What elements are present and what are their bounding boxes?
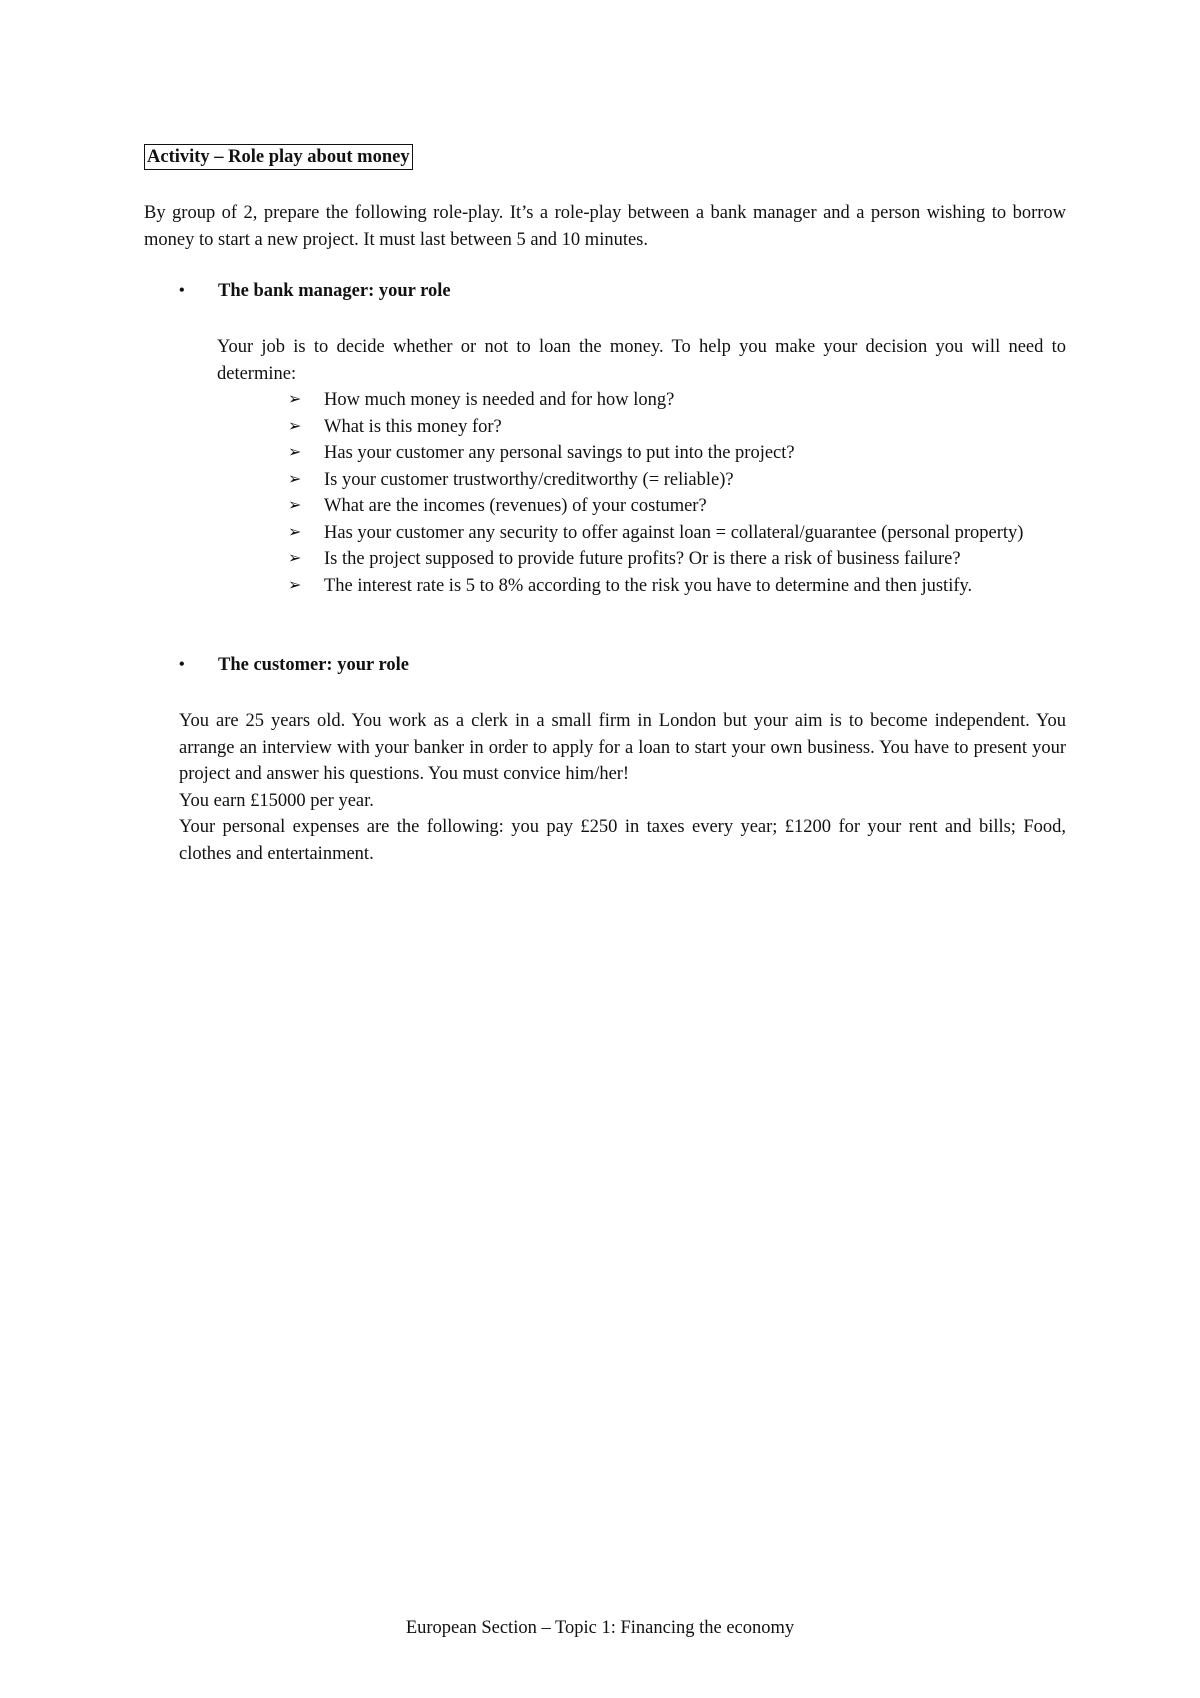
intro-paragraph: By group of 2, prepare the following role-play. It’s a role-play between a bank manager and a person wishing to borrow money to start a new project. It must last between 5 and 10 minutes. xyxy=(144,203,1066,250)
customer-heading-text: The customer: your role xyxy=(218,655,409,675)
customer-paragraph: You earn £15000 per year. xyxy=(179,790,374,811)
list-item xyxy=(288,414,1066,441)
list-item-text: Is your customer trustworthy/creditworthy (= reliable)? xyxy=(324,469,734,490)
bullet-icon: • xyxy=(179,656,185,673)
list-item xyxy=(288,440,1066,467)
arrow-bullet-icon: ➢ xyxy=(288,550,302,567)
bullet-icon: • xyxy=(179,282,185,299)
arrow-bullet-icon: ➢ xyxy=(288,391,302,408)
list-item-text: Is the project supposed to provide future profits? Or is there a risk of business failure? xyxy=(324,549,961,569)
list-item xyxy=(288,387,1066,414)
list-item xyxy=(288,520,1066,547)
list-item-text: Has your customer any personal savings to put into the project? xyxy=(324,443,795,463)
list-item xyxy=(288,546,1066,573)
customer-heading xyxy=(179,652,409,678)
customer-paragraph: You are 25 years old. You work as a clerk in a small firm in London but your aim is to become independent. You arrange an interview with your banker in order to apply for a loan to start your own business. You have to present your project and answer his questions. You must convice him/her! xyxy=(179,711,1066,784)
arrow-bullet-icon: ➢ xyxy=(288,523,302,541)
arrow-bullet-icon: ➢ xyxy=(288,444,302,461)
list-item xyxy=(288,467,1066,494)
arrow-bullet-icon: ➢ xyxy=(288,470,302,488)
list-item-text: Has your customer any security to offer against loan = collateral/guarantee (personal property) xyxy=(324,522,1024,543)
bank-manager-paragraph: Your job is to decide whether or not to loan the money. To help you make your decision you will need to determine: xyxy=(217,337,1066,384)
activity-title: Activity – Role play about money xyxy=(144,144,413,170)
arrow-bullet-icon: ➢ xyxy=(288,497,302,514)
bank-manager-heading-text: The bank manager: your role xyxy=(218,281,451,301)
list-item-text: How much money is needed and for how long? xyxy=(324,390,675,410)
customer-paragraph: Your personal expenses are the following: you pay £250 in taxes every year; £1200 for your rent and bills; Food, clothes and entertainment. xyxy=(179,817,1066,864)
list-item-text: The interest rate is 5 to 8% according to the risk you have to determine and then justify. xyxy=(324,575,973,596)
arrow-bullet-icon: ➢ xyxy=(288,417,302,435)
list-item-text: What is this money for? xyxy=(324,416,502,437)
bank-manager-checklist xyxy=(288,387,1066,599)
arrow-bullet-icon: ➢ xyxy=(288,576,302,594)
list-item-text: What are the incomes (revenues) of your costumer? xyxy=(324,496,707,516)
customer-description xyxy=(179,708,1066,867)
list-item xyxy=(288,573,1066,600)
list-item xyxy=(288,493,1066,520)
page-footer: European Section – Topic 1: Financing the economy xyxy=(405,1618,795,1638)
bank-manager-heading xyxy=(179,278,451,304)
